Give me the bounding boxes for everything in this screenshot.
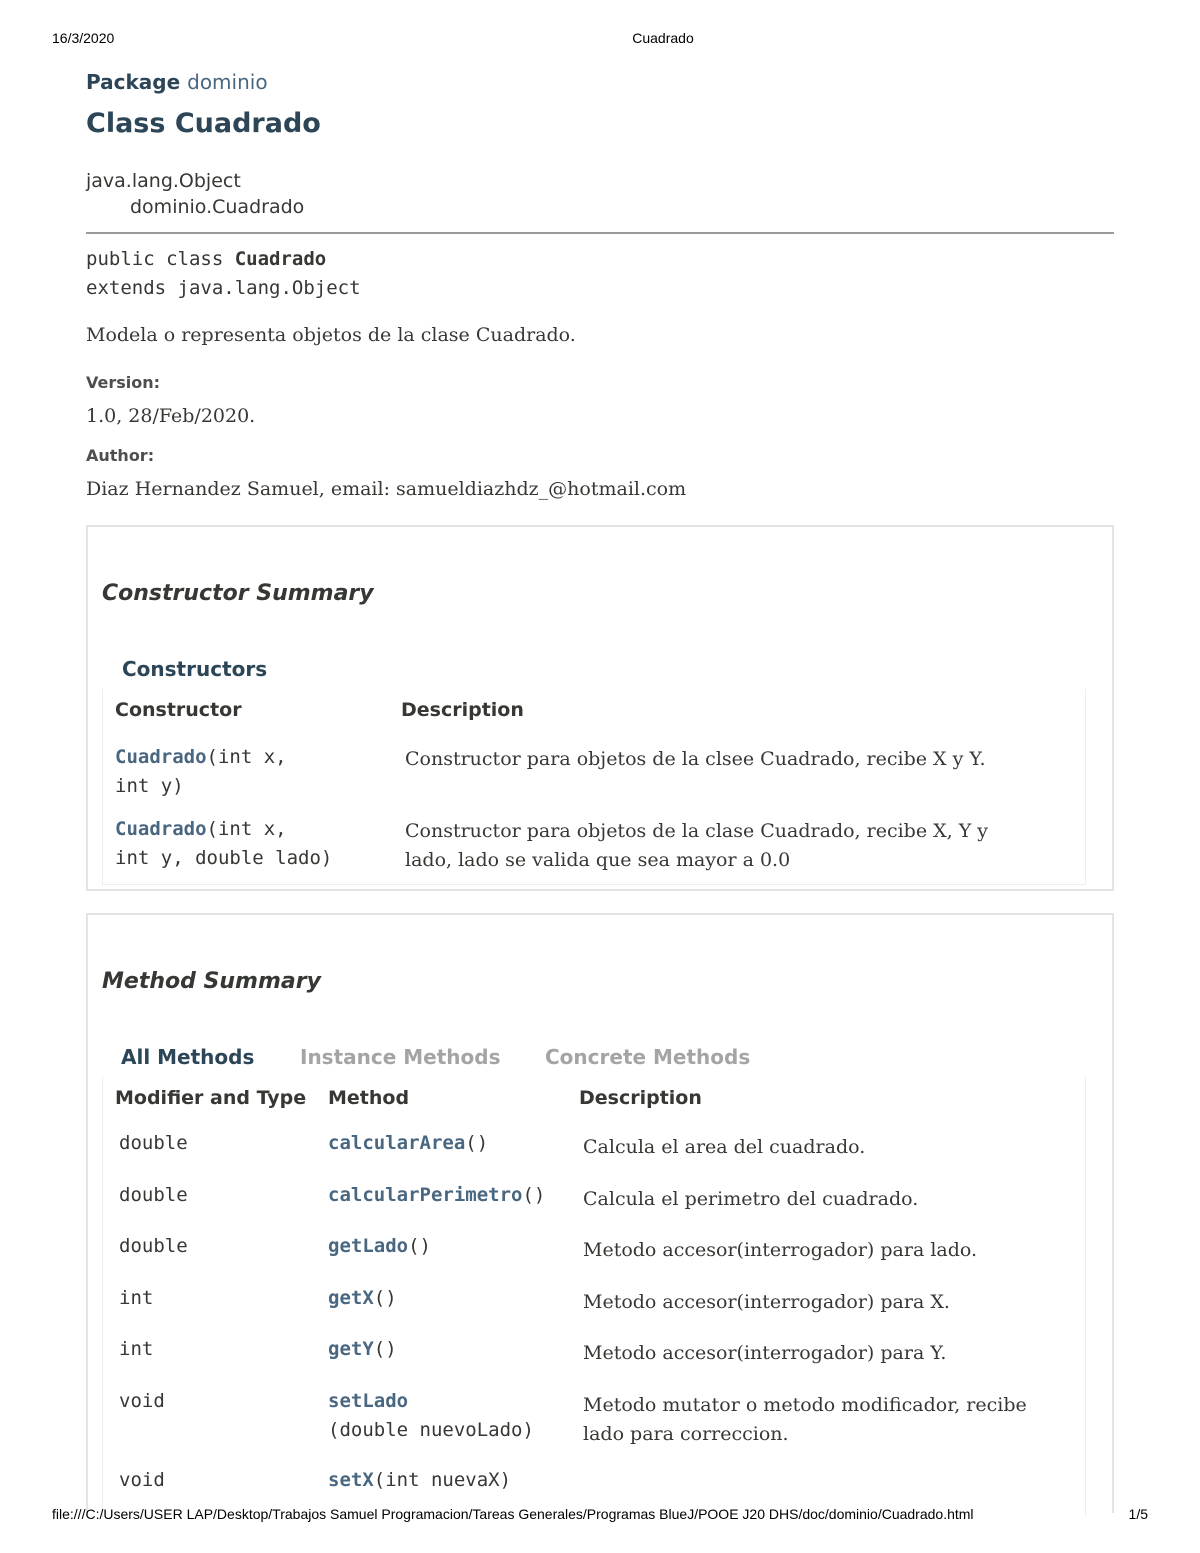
package-link[interactable]: dominio [187, 70, 268, 94]
constructor-summary-heading: Constructor Summary [102, 581, 374, 606]
method-params: () [465, 1132, 489, 1154]
method-signature [328, 1181, 545, 1210]
method-signature [328, 1335, 397, 1364]
method-link[interactable]: getY [328, 1338, 374, 1360]
constructor-params: (int x, [206, 746, 287, 768]
method-link[interactable]: setX [328, 1469, 374, 1491]
constructor-description-line1: Constructor para objetos de la clase Cuadrado, recibe X, Y y [405, 820, 989, 842]
version-value: 1.0, 28/Feb/2020. [86, 405, 256, 427]
constructor-link[interactable]: Cuadrado [115, 818, 207, 840]
constructors-caption: Constructors [122, 657, 268, 681]
constructor-link[interactable]: Cuadrado [115, 746, 207, 768]
divider [86, 232, 1114, 234]
method-type: int [119, 1338, 154, 1360]
signature-prefix: public class [86, 248, 235, 270]
method-description: Calcula el area del cuadrado. [583, 1136, 866, 1158]
method-description-line1: Metodo mutator o metodo modificador, recibe [583, 1394, 1027, 1416]
inheritance-parent: java.lang.Object [86, 170, 241, 192]
tab-instance-methods[interactable]: Instance Methods [300, 1045, 501, 1069]
method-description: Metodo accesor(interrogador) para lado. [583, 1239, 978, 1261]
signature-class-name: Cuadrado [234, 248, 327, 270]
method-signature [328, 1284, 397, 1313]
print-title: Cuadrado [632, 30, 694, 46]
method-description: Calcula el perimetro del cuadrado. [583, 1188, 919, 1210]
package-label: Package [86, 70, 181, 94]
method-type: double [119, 1235, 188, 1257]
print-date: 16/3/2020 [52, 30, 115, 46]
constructor-signature [115, 815, 332, 873]
author-label: Author: [86, 446, 155, 465]
method-params: () [373, 1287, 397, 1309]
method-summary-heading: Method Summary [102, 969, 321, 994]
method-params: (int nuevaX) [373, 1469, 512, 1491]
method-signature [328, 1466, 511, 1495]
method-link[interactable]: getLado [328, 1235, 409, 1257]
col-header-description: Description [401, 699, 524, 721]
method-signature [328, 1387, 534, 1445]
method-type: int [119, 1287, 154, 1309]
constructor-params: (int x, [206, 818, 287, 840]
method-signature [328, 1129, 488, 1158]
col-header-constructor: Constructor [115, 699, 242, 721]
constructor-description: Constructor para objetos de la clsee Cuadrado, recibe X y Y. [405, 748, 986, 770]
col-header-modifier: Modifier and Type [115, 1087, 307, 1109]
method-params: () [408, 1235, 431, 1257]
constructor-description-line2: lado, lado se valida que sea mayor a 0.0 [405, 849, 791, 871]
constructor-params-cont: int y, double lado) [115, 847, 333, 869]
constructor-params-cont: int y) [115, 775, 184, 797]
methods-table [102, 1077, 1086, 1517]
page-title: Class Cuadrado [86, 108, 321, 139]
method-type: double [119, 1184, 188, 1206]
method-description-line2: lado para correccion. [583, 1423, 789, 1445]
method-type: void [119, 1390, 165, 1412]
method-type: double [119, 1132, 188, 1154]
method-description: Metodo accesor(interrogador) para Y. [583, 1342, 947, 1364]
col-header-description: Description [579, 1087, 702, 1109]
col-header-method: Method [328, 1087, 410, 1109]
tab-concrete-methods[interactable]: Concrete Methods [545, 1045, 751, 1069]
method-link[interactable]: calcularPerimetro [328, 1184, 523, 1206]
method-params: () [373, 1338, 397, 1360]
method-link[interactable]: setLado [328, 1390, 409, 1412]
version-label: Version: [86, 373, 161, 392]
print-page-number: 1/5 [1128, 1506, 1148, 1522]
package-line [86, 70, 268, 94]
inheritance-child: dominio.Cuadrado [130, 196, 305, 218]
method-params: (double nuevoLado) [328, 1419, 534, 1441]
class-description: Modela o representa objetos de la clase Cuadrado. [86, 324, 576, 346]
constructors-table [102, 689, 1086, 885]
print-file-path: file:///C:/Users/USER LAP/Desktop/Trabajos Samuel Programacion/Tareas Generales/Programas BlueJ/POOE J20 DHS/doc/dominio/Cuadrado.html [52, 1506, 974, 1522]
method-description [583, 1391, 1027, 1449]
class-signature-line1 [86, 248, 326, 270]
constructor-signature [115, 743, 287, 801]
method-link[interactable]: calcularArea [328, 1132, 466, 1154]
constructor-summary-section [86, 525, 1114, 891]
tab-all-methods[interactable]: All Methods [121, 1045, 255, 1069]
method-params: () [522, 1184, 546, 1206]
method-type: void [119, 1469, 165, 1491]
method-description: Metodo accesor(interrogador) para X. [583, 1291, 950, 1313]
method-summary-section [86, 913, 1114, 1513]
method-signature [328, 1232, 431, 1261]
method-link[interactable]: getX [328, 1287, 374, 1309]
class-signature-line2: extends java.lang.Object [86, 277, 361, 299]
constructor-description [405, 817, 988, 875]
author-value: Diaz Hernandez Samuel, email: samueldiazhdz_@hotmail.com [86, 478, 687, 500]
